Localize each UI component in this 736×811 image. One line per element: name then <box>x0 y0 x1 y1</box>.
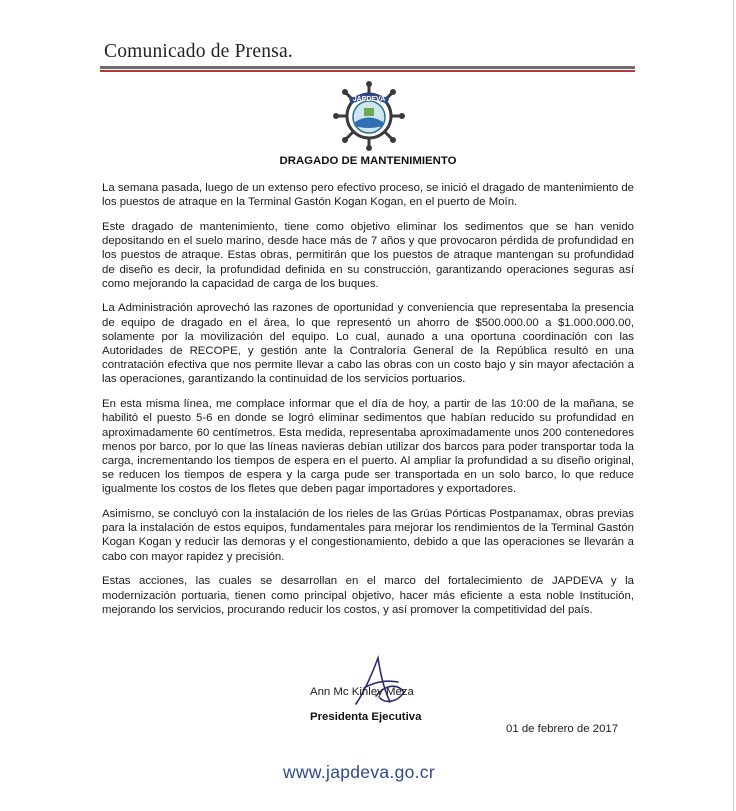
page-title: Comunicado de Prensa. <box>104 41 293 62</box>
paragraph: La semana pasada, luego de un extenso pero efectivo proceso, se inició el dragado de mantenimiento de los puestos de atraque en la Terminal Gastón Kogan Kogan, en el puerto de Moín. <box>102 182 634 209</box>
signature-name: Ann Mc Kinley Meza <box>310 686 414 698</box>
paragraph: Estas acciones, las cuales se desarrollan en el marco del fortalecimiento de JAPDEVA y la modernización portuaria, tienen como principal objetivo, hacer más eficiente a esta noble Institución, mejorando los servicios, procurando reducir los costos, y así promover la competitividad del país. <box>102 575 634 616</box>
paragraph: En esta misma línea, me complace informar que el día de hoy, a partir de las 10:00 de la mañana, se habilitó el puesto 5-6 en donde se logró eliminar sedimentos que habían reducido su profundidad en aproximadamente 60 centímetros. Esta medida, representaba aproximadamente unos 200 contenedores menos por barco, por lo que las líneas navieras debían utilizar dos barcos para poder transportar toda la carga, incrementando los tiempos de espera en el puerto. Al ampliar la profundidad a su diseño original, se reducen los tiempos de espera y la carga pude ser transportada en un solo barco, lo que reduce igualmente los costos de los fletes que deben pagar importadores y exportadores. <box>102 398 634 496</box>
japdeva-logo-icon <box>316 80 422 152</box>
signature-title: Presidenta Ejecutiva <box>310 711 422 723</box>
header-rule-red <box>100 70 635 72</box>
document-body <box>102 181 634 627</box>
document-heading: DRAGADO DE MANTENIMIENTO <box>279 155 457 167</box>
handwritten-signature-icon <box>346 652 416 710</box>
header-rule-dark <box>100 66 635 69</box>
paragraph: La Administración aprovechó las razones de oportunidad y conveniencia que representaba la presencia de equipo de dragado en el área, lo que representó un ahorro de $500.000.00 a $1.000.000.00, solamente por la movilización del equipo. Lo cual, aunado a una oportuna coordinación con las Autoridades de RECOPE, y gestión ante la Contraloría General de la República resultó en una contratación efectiva que nos permite llevar a cabo las obras con un costo bajo y sin mayor afectación a las operaciones, garantizando la continuidad de los servicios portuarios. <box>102 302 634 386</box>
logo-text: JAPDEVA <box>352 96 386 103</box>
document-date: 01 de febrero de 2017 <box>506 723 619 735</box>
scan-edge-line <box>733 0 734 811</box>
footer-website-link[interactable]: www.japdeva.go.cr <box>283 762 435 782</box>
paragraph: Este dragado de mantenimiento, tiene como objetivo eliminar los sedimentos que se han venido depositando en el suelo marino, desde hace más de 7 años y que provocaron pérdida de profundidad en los puestos de atraque. Estas obras, permitirán que los puestos de atraque mantengan su profundidad de diseño es decir, la profundidad definida en su construcción, garantizando operaciones seguras así como mejorando la capacidad de carga de los buques. <box>102 220 634 290</box>
paragraph: Asimismo, se concluyó con la instalación de los rieles de las Grúas Pórticas Postpanamax, obras previas para la instalación de estos equipos, fundamentales para mejorar los rendimientos de la Terminal Gastón Kogan Kogan y reducir las demoras y el congestionamiento, debido a que las operaciones se llevarán a cabo con mayor rapidez y precisión. <box>102 508 634 563</box>
